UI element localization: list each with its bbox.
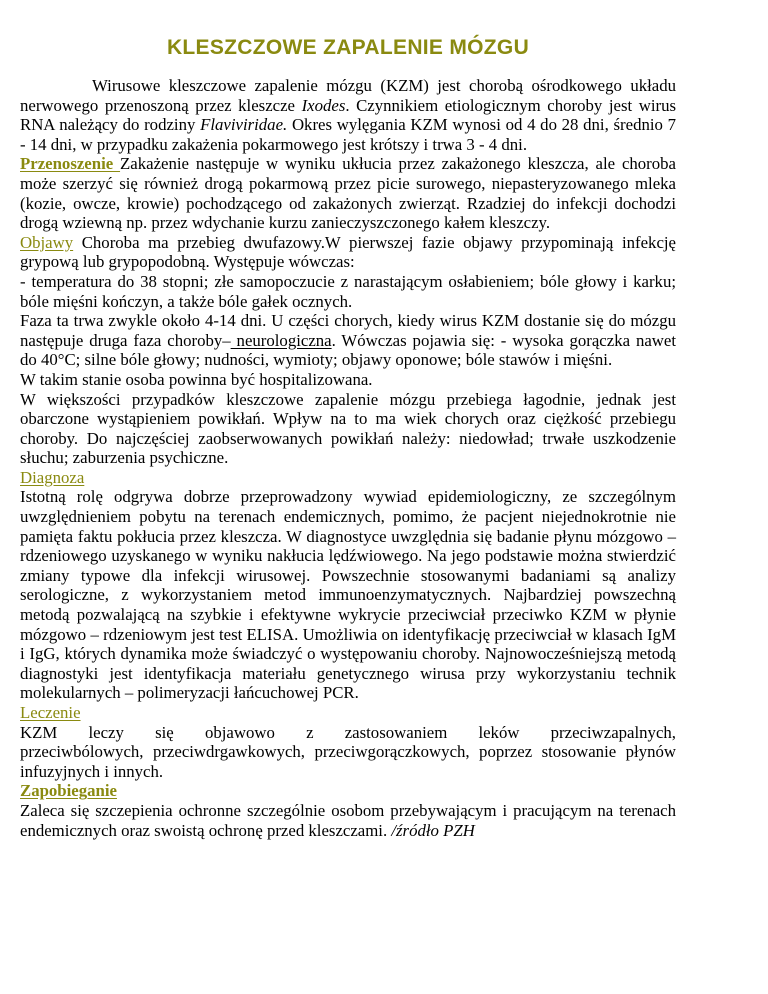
complications-paragraph: W większości przypadków kleszczowe zapalenie mózgu przebiega łagodnie, jednak jest obarczone wystąpieniem powikłań. Wpływ na to ma wiek chorych oraz ciężkość przebiegu choroby. Do najczęściej zaobserwowanych powikłań należy: niedowład; trwałe uszkodzenie słuchu; zaburzenia psychiczne. [20, 389, 676, 468]
zapobieganie-heading-link[interactable]: Zapobieganie [20, 781, 117, 801]
diagnoza-heading-link[interactable]: Diagnoza [20, 467, 85, 487]
objawy-text: Choroba ma przebieg dwufazowy.W pierwszej fazie objawy przypominają infekcję grypową lub grypopodobną. Występuje wówczas: [20, 232, 676, 272]
intro-text-a: Wirusowe kleszczowe zapalenie mózgu (KZM) jest chorobą ośrodkowego układu nerwowego przenoszoną przez kleszcze [20, 76, 676, 115]
diagnoza-paragraph: Istotną rolę odgrywa dobrze przeprowadzony wywiad epidemiologiczny, ze szczególnym uwzględnieniem pobytu na terenach endemicznych, pomimo, że pacjent niejednokrotnie nie pamięta faktu pokłucia przez kleszcza. W diagnostyce uwzględnia się badanie płynu mózgowo – rdzeniowego uzyskanego w wyniku nakłucia lędźwiowego. Na jego podstawie można stwierdzić zmiany typowe dla infekcji wirusowej. Powszechnie stosowanymi badaniami są analizy serologiczne, z wykorzystaniem metod immunoenzymatycznych. Najbardziej powszechną metodą pozwalającą na szybkie i efektywne wykrycie przeciwciał przeciwko KZM w płynie mózgowo – rdzeniowym jest test ELISA. Umożliwia on identyfikację przeciwciał w klasach IgM i IgG, których dynamika może świadczyć o występowaniu choroby. Najnowocześniejszą metodą diagnostyki jest identyfikacja materiału genetycznego wirusa przy wykorzystaniu technik molekularnych – polimeryzacji łańcuchowej PCR. [20, 487, 676, 703]
ixodes-term: Ixodes [301, 95, 346, 115]
phase2-text-b: . Wówczas pojawia się: - wysoka gorączka nawet do 40°C; silne bóle głowy; nudności, wymioty; objawy oponowe; bóle stawów i mięśni. [20, 330, 677, 370]
intro-text-b: . Czynnikiem etiologicznym choroby jest wirus RNA należący do rodziny [20, 95, 676, 135]
flaviviridae-term: Flaviviridae. [200, 115, 288, 135]
przenoszenie-paragraph [20, 154, 676, 232]
zapobieganie-text: Zaleca się szczepienia ochronne szczególnie osobom przebywającym i pracującym na terenach endemicznych oraz swoistą ochronę przed kleszczami. [20, 800, 676, 840]
page-title: KLESZCZOWE ZAPALENIE MÓZGU [166, 36, 530, 59]
leczenie-heading-row [20, 703, 676, 723]
objawy-paragraph [20, 233, 676, 272]
intro-paragraph [20, 76, 676, 154]
zapobieganie-paragraph [20, 801, 676, 840]
document-page [20, 36, 676, 840]
phase2-text-a: Faza ta trwa zwykle około 4-14 dni. U części chorych, kiedy wirus KZM dostanie się do mózgu następuje druga faza choroby– [20, 311, 676, 350]
zapobieganie-heading-row [20, 781, 676, 801]
przenoszenie-heading-link[interactable]: Przenoszenie [20, 154, 121, 174]
neurologiczna-term: neurologiczna [230, 330, 332, 350]
przenoszenie-text: Zakażenie następuje w wyniku ukłucia przez zakażonego kleszcza, ale choroba może szerzyć się również drogą pokarmową przez picie surowego, niepasteryzowanego mleka (kozie, owcze, krowie) pochodzącego od zakażonych zwierząt. Rzadziej do infekcji dochodzi drogą wziewną np. przez wdychanie kurzu zanieczyszczonego kałem kleszczy. [20, 154, 676, 233]
objawy-heading-link[interactable]: Objawy [20, 232, 74, 252]
leczenie-line-1: KZM leczy się objawowo z zastosowaniem leków przeciwzapalnych, [20, 722, 676, 742]
phase2-paragraph [20, 311, 676, 370]
objawy-list: - temperatura do 38 stopni; złe samopoczucie z narastającym osłabieniem; bóle głowy i karku; bóle mięśni kończyn, a także bóle gałek ocznych. [20, 271, 676, 311]
diagnoza-heading-row [20, 468, 676, 488]
hospital-paragraph: W takim stanie osoba powinna być hospitalizowana. [20, 369, 373, 389]
source-note: /źródło PZH [391, 820, 475, 840]
intro-text-c: Okres wylęgania KZM wynosi od 4 do 28 dni, średnio 7 - 14 dni, w przypadku zakażenia pokarmowego jest krótszy i trwa 3 - 4 dni. [20, 115, 676, 154]
leczenie-heading-link[interactable]: Leczenie [20, 703, 81, 722]
leczenie-rest: przeciwbólowych, przeciwdrgawkowych, przeciwgorączkowych, poprzez stosowanie płynów infuzyjnych i innych. [20, 742, 676, 781]
